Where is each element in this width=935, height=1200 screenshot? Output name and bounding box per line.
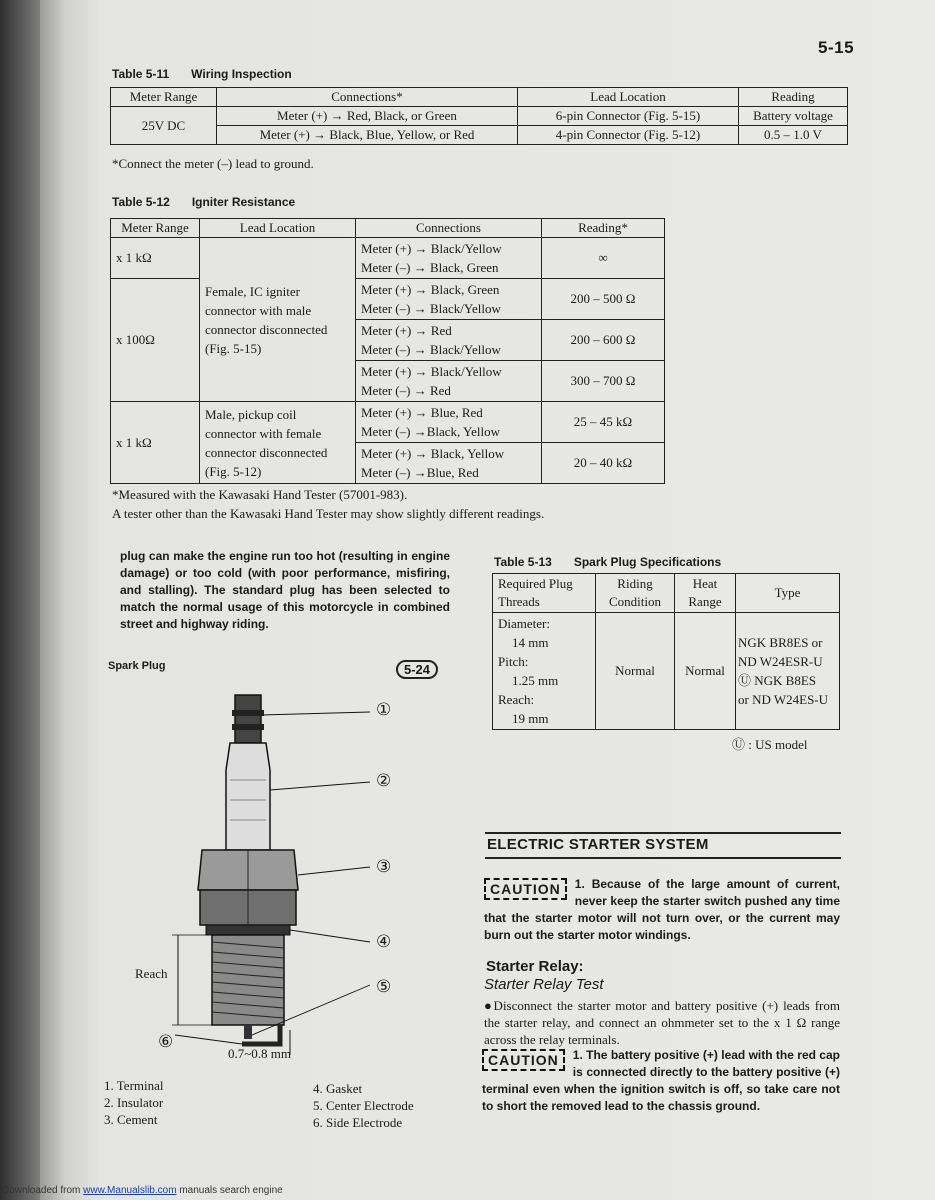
meter-range-cell: 25V DC — [111, 107, 217, 145]
starter-relay-subheading: Starter Relay Test — [484, 976, 604, 993]
header-reading: Reading* — [542, 219, 665, 238]
table-number: Table 5-13 — [494, 555, 552, 569]
gap-label: 0.7~0.8 mm — [228, 1046, 292, 1061]
callout-5: ⑤ — [376, 977, 392, 996]
connection-cell: Meter (+) → Black, Blue, Yellow, or Red — [217, 126, 518, 145]
starter-relay-instruction: ●Disconnect the starter motor and battery positive (+) leads from the starter relay, and connect an ohmmeter set to the x 1 Ω range across the relay terminals. — [484, 998, 840, 1047]
header-meter-range: Meter Range — [111, 219, 200, 238]
plug-type-line: NGK BR8ES or — [738, 635, 823, 650]
lead-cell: 6-pin Connector (Fig. 5-15) — [518, 107, 739, 126]
range-cell: x 1 kΩ — [111, 238, 200, 279]
plug-type-cell — [736, 613, 840, 730]
table-5-13-caption — [494, 555, 721, 569]
callout-6: ⑥ — [158, 1032, 174, 1051]
thread-section — [212, 935, 284, 1025]
connection-cell — [356, 238, 542, 279]
reading-cell: Battery voltage — [739, 107, 848, 126]
starter-relay-heading: Starter Relay: — [486, 958, 584, 975]
gasket-shape — [206, 925, 290, 935]
thread-spec-line: Diameter: — [498, 616, 550, 631]
range-cell: x 1 kΩ — [111, 402, 200, 484]
figure-legend-right — [313, 1080, 414, 1131]
range-cell: x 100Ω — [111, 279, 200, 402]
header-lead-location: Lead Location — [200, 219, 356, 238]
wiring-inspection-table — [110, 87, 848, 145]
center-electrode-shape — [244, 1025, 252, 1039]
header-threads: Required Plug Threads — [493, 574, 596, 613]
callout-4: ④ — [376, 932, 392, 951]
lead-location-a: Female, IC igniter connector with male connector disconnected (Fig. 5-15) — [200, 238, 356, 402]
connection-plus: Meter (+) → Black, Green — [361, 282, 500, 297]
table-title: Wiring Inspection — [191, 67, 292, 81]
connection-minus: Meter (–) → Black/Yellow — [361, 301, 501, 316]
plug-type-line: or ND W24ES-U — [738, 692, 829, 707]
section-rule-bottom — [485, 857, 841, 859]
terminal-shape — [235, 695, 261, 743]
header-reading: Reading — [739, 88, 848, 107]
legend-item: 4. Gasket — [313, 1081, 363, 1096]
caution-badge: CAUTION — [482, 1049, 565, 1071]
connection-plus: Meter (+) → Blue, Red — [361, 405, 483, 420]
reading-cell: 25 – 45 kΩ — [542, 402, 665, 443]
caution-text: 1. The battery positive (+) lead with the red cap is connected directly to the battery positive (+) terminal even when the ignition switch is off, so take care not to short the removed lead to the chassis ground. — [482, 1048, 840, 1113]
plug-heat-paragraph: plug can make the engine run too hot (resulting in engine damage) or too cold (with poor performance, misfiring, and stalling). The standard plug has been selected to match the normal usage of this motorcycle in combined street and highway riding. — [120, 549, 450, 631]
manualslib-link[interactable]: www.Manualslib.com — [83, 1185, 177, 1196]
caution-block-1 — [484, 876, 840, 944]
reading-cell: 300 – 700 Ω — [542, 361, 665, 402]
figure-legend-left — [104, 1077, 164, 1128]
connection-plus: Meter (+) → Red — [361, 323, 452, 338]
connection-minus: Meter (–) →Blue, Red — [361, 465, 479, 480]
plug-type-line: ND W24ESR-U — [738, 654, 823, 669]
table-5-12-footnote-2: A tester other than the Kawasaki Hand Tester may show slightly different readings. — [112, 506, 545, 521]
connection-minus: Meter (–) → Red — [361, 383, 451, 398]
download-footer — [2, 1185, 283, 1196]
reading-cell: 200 – 600 Ω — [542, 320, 665, 361]
plug-type-line: Ⓤ NGK B8ES — [738, 673, 817, 688]
reading-cell: 20 – 40 kΩ — [542, 443, 665, 484]
lead-location-b: Male, pickup coil connector with female connector disconnected (Fig. 5-12) — [200, 402, 356, 484]
header-connections: Connections* — [217, 88, 518, 107]
legend-item: 6. Side Electrode — [313, 1115, 403, 1130]
table-5-11-caption — [112, 67, 292, 81]
footer-prefix: Downloaded from — [2, 1185, 81, 1196]
callout-1: ① — [376, 700, 392, 719]
header-meter-range: Meter Range — [111, 88, 217, 107]
table-title: Igniter Resistance — [191, 195, 296, 209]
page-number: 5-15 — [818, 38, 855, 57]
table-number: Table 5-12 — [112, 195, 170, 209]
section-title: ELECTRIC STARTER SYSTEM — [487, 836, 709, 853]
terminal-groove — [232, 710, 264, 716]
legend-item: 5. Center Electrode — [313, 1098, 414, 1113]
connection-cell — [356, 320, 542, 361]
connection-plus: Meter (+) → Black, Yellow — [361, 446, 505, 461]
spark-plug-diagram — [130, 690, 410, 1065]
header-lead-location: Lead Location — [518, 88, 739, 107]
section-rule-top — [485, 832, 841, 834]
connection-plus: Meter (+) → Black/Yellow — [361, 241, 502, 256]
threads-cell — [493, 613, 596, 730]
reading-cell: 200 – 500 Ω — [542, 279, 665, 320]
header-condition: Riding Condition — [596, 574, 675, 613]
thread-spec-line: Reach: — [498, 692, 535, 707]
table-number: Table 5-11 — [112, 67, 170, 81]
heat-range-cell: Normal — [675, 613, 736, 730]
terminal-groove — [232, 724, 264, 730]
connection-cell — [356, 402, 542, 443]
igniter-resistance-table — [110, 218, 665, 484]
callout-3: ③ — [376, 857, 392, 876]
thread-spec-line: 14 mm — [512, 635, 549, 650]
caution-badge: CAUTION — [484, 878, 567, 900]
reading-cell: 0.5 – 1.0 V — [739, 126, 848, 145]
legend-item: 3. Cement — [104, 1112, 158, 1127]
legend-item: 1. Terminal — [104, 1078, 164, 1093]
connection-cell: Meter (+) → Red, Black, or Green — [217, 107, 518, 126]
figure-number-badge: 5-24 — [396, 660, 438, 679]
callout-2: ② — [376, 771, 392, 790]
connection-cell — [356, 279, 542, 320]
insulator-shape — [226, 743, 270, 850]
table-5-12-footnote-1: *Measured with the Kawasaki Hand Tester (57001-983). — [112, 487, 408, 502]
connection-cell — [356, 361, 542, 402]
reach-label: Reach — [135, 966, 168, 981]
header-type: Type — [736, 574, 840, 613]
table-5-11-footnote: *Connect the meter (–) lead to ground. — [112, 156, 314, 171]
figure-caption: Spark Plug — [108, 660, 166, 672]
connection-minus: Meter (–) →Black, Yellow — [361, 424, 501, 439]
connection-minus: Meter (–) → Black/Yellow — [361, 342, 501, 357]
connection-minus: Meter (–) → Black, Green — [361, 260, 499, 275]
header-connections: Connections — [356, 219, 542, 238]
connection-plus: Meter (+) → Black/Yellow — [361, 364, 502, 379]
riding-condition-cell: Normal — [596, 613, 675, 730]
thread-spec-line: 1.25 mm — [512, 673, 559, 688]
thread-spec-line: 19 mm — [512, 711, 549, 726]
us-model-note: Ⓤ : US model — [732, 737, 808, 752]
reading-cell: ∞ — [542, 238, 665, 279]
caution-text: 1. Because of the large amount of current, never keep the starter switch pushed any time that the starter motor will not turn over, or the current may burn out the starter motor windings. — [484, 877, 840, 942]
footer-suffix: manuals search engine — [179, 1185, 283, 1196]
legend-item: 2. Insulator — [104, 1095, 164, 1110]
spark-plug-spec-table — [492, 573, 840, 730]
connection-cell — [356, 443, 542, 484]
caution-block-2 — [482, 1047, 840, 1115]
table-title: Spark Plug Specifications — [573, 555, 722, 569]
lead-cell: 4-pin Connector (Fig. 5-12) — [518, 126, 739, 145]
table-5-12-caption — [112, 195, 295, 209]
header-heat-range: Heat Range — [675, 574, 736, 613]
thread-spec-line: Pitch: — [498, 654, 529, 669]
